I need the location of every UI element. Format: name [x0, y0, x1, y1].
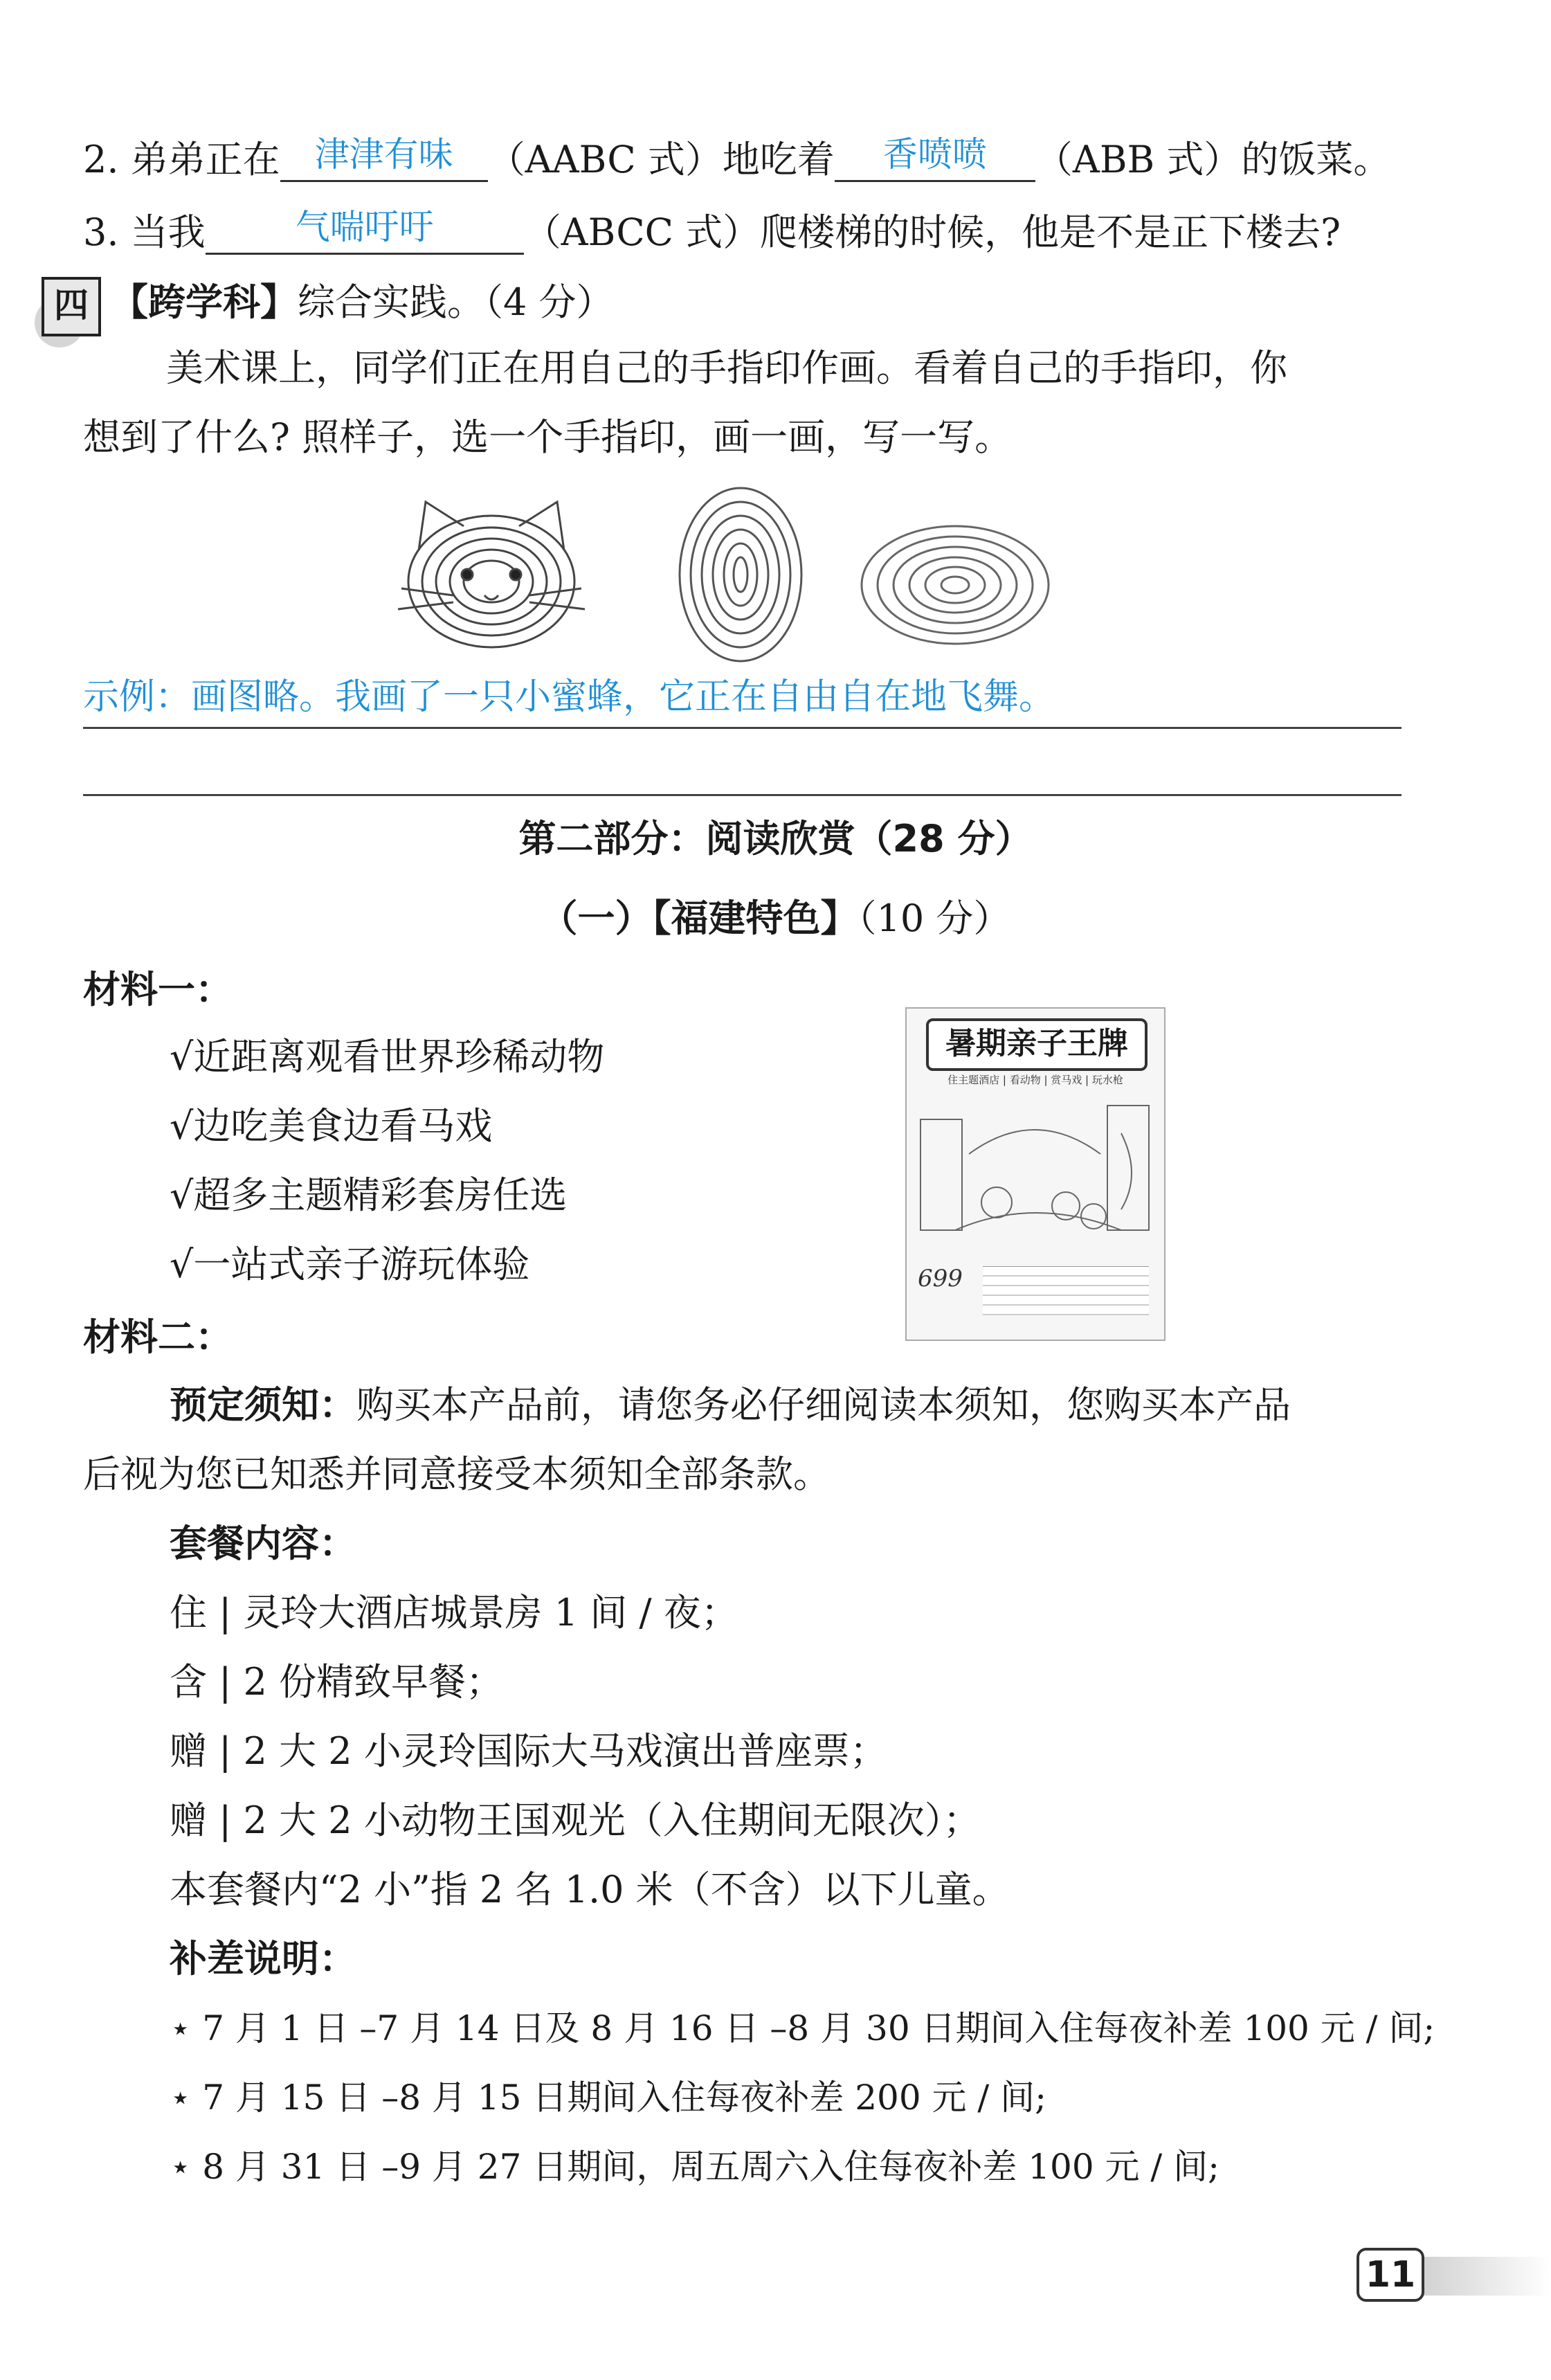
page-number: 11: [1357, 2248, 1424, 2302]
notice-text-2: 后视为您已知悉并同意接受本须知全部条款。: [83, 1452, 831, 1496]
poster-details-block: [983, 1266, 1149, 1315]
notice-text-1: 购买本产品前，请您务必仔细阅读本须知，您购买本产品: [356, 1383, 1291, 1427]
package-item: 含 | 2 份精致早餐；: [170, 1660, 504, 1704]
package-item: 赠 | 2 大 2 小灵玲国际大马戏演出普座票；: [170, 1729, 887, 1773]
part2-title: 第二部分：阅读欣赏（28 分）: [518, 817, 1033, 860]
question-2: [83, 132, 1390, 182]
poster-title: 暑期亲子王牌: [926, 1018, 1148, 1071]
material-1-label: 材料一：: [83, 968, 233, 1011]
material-2-label: 材料二：: [83, 1315, 233, 1359]
surcharge-heading: 补差说明：: [170, 1937, 356, 1981]
q3-text-end: （ABCC 式）爬楼梯的时候，他是不是正下楼去?: [523, 210, 1341, 254]
poster-subtitle: 住主题酒店 | 看动物 | 赏马戏 | 玩水枪: [947, 1074, 1123, 1086]
q3-answer[interactable]: [206, 204, 524, 255]
q2-answer-2[interactable]: [835, 132, 1035, 182]
poster-price: 699: [918, 1265, 963, 1292]
package-item: 赠 | 2 大 2 小动物王国观光（入住期间无限次）；: [170, 1798, 981, 1842]
q2-text-end: （ABB 式）的饭菜。: [1035, 138, 1391, 181]
q2-answer-1[interactable]: [280, 132, 488, 182]
section-4-prompt-line1: 美术课上，同学们正在用自己的手指印作画。看着自己的手指印，你: [166, 346, 1287, 390]
notice-heading: 预定须知：: [170, 1383, 356, 1427]
answer-line-1: [83, 727, 1402, 729]
section-4-title-text: 综合实践。（4 分）: [298, 280, 614, 324]
section-4-title: [111, 280, 614, 325]
vertical-fingerprint-icon: [680, 488, 801, 661]
part2-subtitle-number: （一）: [540, 896, 653, 940]
part2-subtitle-tag: 【福建特色】: [652, 896, 858, 940]
material-1-item: √超多主题精彩套房任选: [170, 1173, 568, 1217]
section-4-answer[interactable]: 示例：画图略。我画了一只小蜜蜂，它正在自由自在地飞舞。: [83, 676, 1055, 718]
surcharge-item: ⋆ 7 月 15 日 –8 月 15 日期间入住每夜补差 200 元 / 间;: [170, 2077, 1047, 2118]
cat-fingerprint-icon: [398, 502, 585, 647]
package-heading: 套餐内容：: [170, 1522, 356, 1565]
section-number: 四: [54, 285, 89, 325]
q3-answer-text: 气喘吁吁: [295, 207, 434, 247]
horizontal-fingerprint-icon: [862, 526, 1049, 644]
question-3: [83, 204, 1341, 255]
material-1-item: √边吃美食边看马戏: [170, 1104, 493, 1148]
promo-poster: [905, 1007, 1165, 1341]
surcharge-item: ⋆ 8 月 31 日 –9 月 27 日期间，周五周六入住每夜补差 100 元 / 间;: [170, 2147, 1220, 2187]
part2-subtitle-score: （10 分）: [858, 896, 1011, 940]
fingerprint-illustrations: [388, 485, 1080, 665]
notice-line-1: [170, 1383, 1291, 1427]
page-number-bar: [1415, 2257, 1551, 2296]
q2-answer-1-text: 津津有味: [314, 134, 453, 174]
package-item: 住 | 灵玲大酒店城景房 1 间 / 夜；: [170, 1591, 738, 1634]
package-note: 本套餐内“2 小”指 2 名 1.0 米（不含）以下儿童。: [170, 1868, 1010, 1911]
q2-text-mid: （AABC 式）地吃着: [487, 138, 835, 181]
q2-answer-2-text: 香喷喷: [882, 134, 987, 174]
material-1-item: √近距离观看世界珍稀动物: [170, 1035, 605, 1079]
answer-line-2: [83, 794, 1402, 796]
material-1-item: √一站式亲子游玩体验: [170, 1243, 530, 1286]
q2-text-start: 2. 弟弟正在: [83, 138, 280, 181]
surcharge-item: ⋆ 7 月 1 日 –7 月 14 日及 8 月 16 日 –8 月 30 日期间入住每夜补差 100 元 / 间;: [170, 2008, 1435, 2048]
poster-illustration-icon: [914, 1092, 1157, 1258]
section-4-prompt-line2: 想到了什么? 照样子，选一个手指印，画一画，写一写。: [83, 415, 1013, 459]
part2-subtitle: [0, 896, 1551, 941]
section-number-box: [42, 277, 101, 336]
q3-text-start: 3. 当我: [83, 210, 206, 254]
section-4-tag: 【跨学科】: [111, 280, 298, 324]
